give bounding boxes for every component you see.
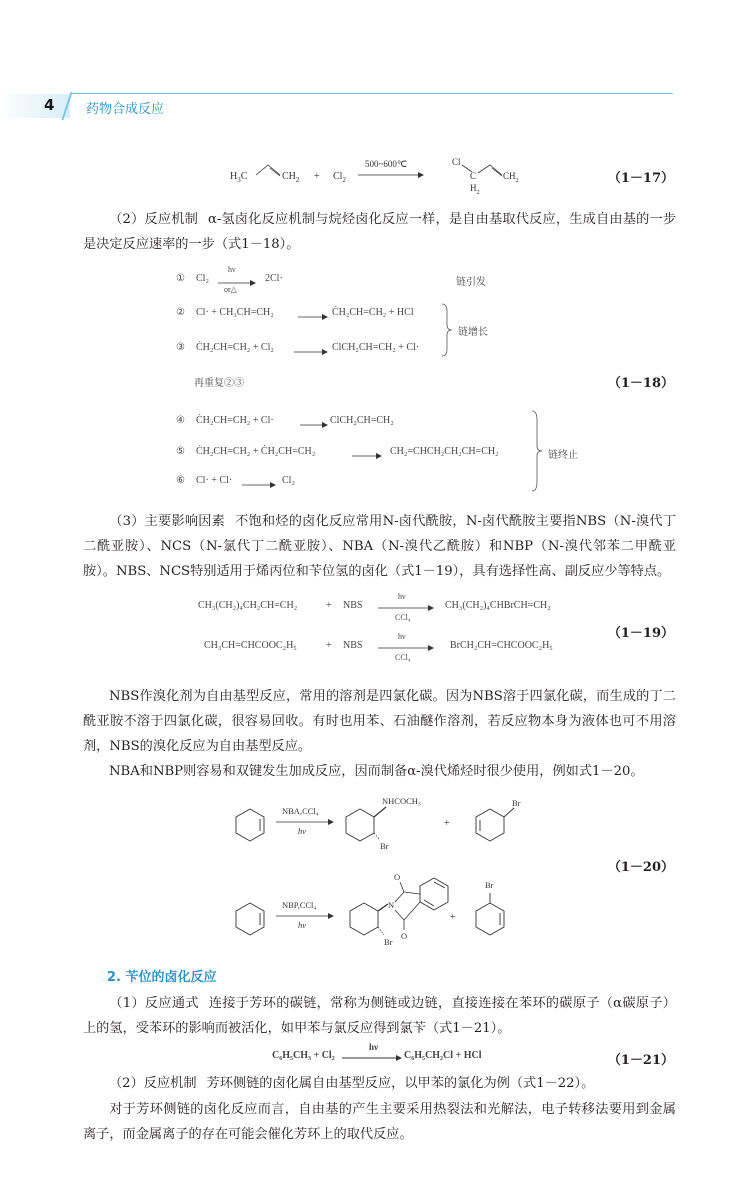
row1-plus: +: [326, 600, 332, 611]
step-3-mark: ③: [176, 342, 185, 353]
step-1-mark: ①: [176, 273, 185, 284]
step-4-right: ClCH₂CH=CH₂: [330, 415, 394, 426]
row1-cond-bottom: hν: [298, 826, 307, 836]
row1-plus: +: [444, 818, 450, 829]
chapter-title: 药物合成反应: [86, 102, 165, 117]
h3c-label: $H_3C$: [230, 171, 248, 184]
eq21-cond: hν: [369, 1042, 379, 1052]
propagation-label: 链增长: [458, 327, 488, 338]
step-5-right: CH₂=CHCH₂CH₂CH=CH₂: [390, 446, 499, 457]
eq21-right: C₆H₅CH₂Cl + HCl: [404, 1050, 482, 1061]
row1-arrow: [378, 605, 436, 611]
step-2-mark: ②: [176, 307, 185, 318]
step-3-left: ĊH₂CH=CH₂ + Cl₂: [196, 342, 274, 353]
step-1-cond2: or△: [224, 285, 237, 294]
page-number: 4: [44, 96, 55, 114]
product-ring-2: [350, 903, 378, 935]
row1-reagent: NBS: [343, 600, 363, 611]
paragraph-factors: （3）主要影响因素 不饱和烃的卤化反应常用N-卤代酰胺，N-卤代酰胺主要指NBS（N-溴代丁二酰亚胺）、NCS（N-氯代丁二酰亚胺）、NBA（N-溴代乙酰胺）和NBP（N-溴代邻苯二甲酰亚胺）。NBS、NCS特别适用于烯丙位和苄位氢的卤化（式1－19），具有选择性高、副反应少等特点。: [83, 514, 677, 579]
row2-side-br: Br: [485, 880, 494, 890]
section-heading-benzylic: 2. 苄位的卤化反应: [107, 970, 217, 985]
step-2-right: ĊH₂CH=CH₂ + HCl: [332, 307, 414, 318]
eq-number-1-18: （1－18）: [607, 376, 674, 391]
row2-cond-bottom: hν: [298, 920, 307, 930]
header-tab: [0, 94, 70, 118]
initiation-label: 链引发: [456, 277, 486, 288]
step-2-arrow: [298, 314, 330, 320]
row1-right: CH₃(CH₂)₄CHBrCH=CH₂: [445, 600, 551, 611]
plus-sign: +: [314, 171, 320, 182]
product-ch2: $CH_2$: [503, 171, 519, 184]
row2-o-bottom: O: [401, 931, 408, 941]
eq-number-1-20: （1－20）: [607, 860, 674, 875]
row1-cond-bottom: CCl₄: [395, 613, 411, 622]
eq21-arrow: [342, 1055, 404, 1061]
termination-label: 链终止: [548, 450, 578, 461]
product-c: C: [470, 171, 477, 181]
row2-o-top: O: [394, 872, 401, 882]
row1-left: CH₃(CH₂)₄CH₂CH=CH₂: [198, 600, 298, 611]
row2-cond-bottom: CCl₄: [395, 653, 411, 662]
equation-1-17: [230, 155, 530, 195]
paragraph-mechanism-2: （2）反应机制 芳环侧链的卤化属自由基型反应，以甲苯的氯化为例（式1－22）。: [109, 1076, 595, 1091]
step-1-left: Cl₂: [196, 273, 209, 284]
step-4-mark: ④: [176, 415, 185, 426]
row2-cond-top: NBP,CCl₄: [282, 900, 317, 910]
phthalimide-benzene: [420, 878, 448, 910]
paragraph-nba: NBA和NBP则容易和双键发生加成反应，因而制备α-溴代烯烃时很少使用，例如式1－20。: [109, 764, 644, 779]
step-4-arrow: [300, 422, 330, 428]
step-5-arrow: [352, 453, 384, 459]
step-4-left: ĊH₂CH=CH₂ + Cl·: [196, 415, 274, 426]
cl2-label: $Cl_2$: [333, 171, 346, 184]
row1-cond-top: hν: [398, 592, 406, 601]
repeat-label: 再重复②③: [194, 378, 244, 389]
step-6-arrow: [242, 482, 278, 488]
step-1-arrow: [218, 280, 258, 286]
step-1-cond: hν: [228, 265, 236, 274]
step-6-mark: ⑥: [176, 475, 185, 486]
row2-arrow: [378, 645, 436, 651]
header-rule: [70, 93, 673, 94]
row2-n: N: [388, 900, 395, 910]
row2-reagent: NBS: [343, 640, 363, 651]
row1-cond-top: NBA,CCl₄: [282, 806, 319, 816]
row2-plus: +: [326, 640, 332, 651]
row2-plus: +: [450, 912, 456, 923]
termination-brace: [530, 410, 544, 492]
eq-number-1-19: （1－19）: [607, 626, 674, 641]
step-6-left: Cl· + Cl·: [196, 475, 233, 486]
paragraph-last: 对于芳环侧链的卤化反应而言，自由基的产生主要采用热裂法和光解法，电子转移法要用到金属离子，而金属离子的存在可能会催化芳环上的取代反应。: [83, 1102, 676, 1142]
row1-sub-br: Br: [380, 841, 389, 851]
row2-sub-br: Br: [384, 937, 393, 947]
step-6-right: Cl₂: [282, 475, 295, 486]
eq-number-1-17: （1－17）: [607, 171, 674, 186]
row2-right: BrCH₂CH=CHCOOC₂H₅: [450, 640, 553, 651]
row1-side-br: Br: [512, 798, 521, 808]
equation-1-20: [220, 790, 540, 960]
step-3-right: ClCH₂CH=CH₂ + Cl·: [332, 342, 420, 353]
eq-number-1-21: （1－21）: [607, 1053, 674, 1068]
row2-cond-top: hν: [398, 632, 406, 641]
row2-left: CH₃CH=CHCOOC₂H₅: [204, 640, 297, 651]
step-5-mark: ⑤: [176, 446, 185, 457]
paragraph-mechanism: （2）反应机制 α-氢卤化反应机制与烷烃卤化反应一样，是自由基取代反应，生成自由基的一步是决定反应速率的一步（式1－18）。: [83, 212, 677, 252]
product-ring-1: [346, 809, 374, 841]
step-3-arrow: [294, 349, 330, 355]
row1-sub-nhcoch3: NHCOCH₃: [382, 796, 421, 806]
paragraph-nbs: NBS作溴化剂为自由基型反应，常用的溶剂是四氯化碳。因为NBS溶于四氯化碳，而生成的丁二酰亚胺不溶于四氯化碳，很容易回收。有时也用苯、石油醚作溶剂，若反应物本身为液体也可不用溶剂，NBS的溴化反应为自由基型反应。: [83, 689, 676, 754]
condition-label: 500~600℃: [365, 159, 407, 169]
product-h2: $H_2$: [470, 183, 480, 196]
ch2-label: $CH_2$: [282, 171, 300, 184]
paragraph-general: （1）反应通式 连接于芳环的碳链，常称为侧链或边链，直接连接在苯环的碳原子（α碳原子）上的氢，受苯环的影响而被活化，如甲苯与氯反应得到氯苄（式1－21）。: [83, 996, 676, 1036]
propagation-brace: [440, 303, 454, 357]
step-5-left: ĊH₂CH=CH₂ + ĊH₂CH=CH₂: [196, 446, 316, 457]
eq21-left: C₆H₅CH₃ + Cl₂: [272, 1050, 335, 1061]
product-cl: Cl: [452, 157, 461, 167]
step-1-right: 2Cl·: [265, 273, 283, 284]
step-2-left: Cl· + CH₃CH=CH₂: [196, 307, 274, 318]
